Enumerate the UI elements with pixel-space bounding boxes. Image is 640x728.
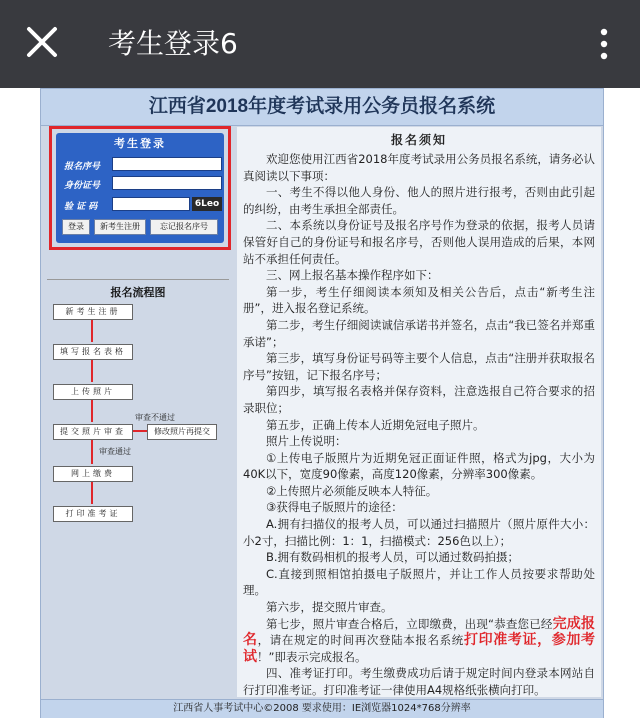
notice-item: 二、本系统以身份证号及报名序号作为登录的依据，报考人员请保管好自己的身份证号和报名序号，否则他人误用造成的后果，本网站不承担任何责任。 (243, 218, 595, 266)
reg-number-label: 报名序号 (64, 162, 101, 172)
notice-item: 三、网上报名基本操作程序如下： (266, 268, 439, 283)
flow-arrow (91, 320, 93, 342)
login-heading: 考生登录 (114, 137, 166, 150)
id-number-input[interactable] (112, 176, 222, 190)
login-highlight-frame (49, 126, 231, 250)
photo-method: C.直接到照相馆拍摄电子版照片，并让工作人员按要求帮助处理。 (243, 566, 595, 598)
web-page (40, 88, 604, 718)
step-seven-text: ！”即表示完成报名。 (257, 649, 367, 664)
photo-instruction: ②上传照片必须能反映本人特征。 (266, 483, 438, 498)
site-banner: 江西省2018年度考试录用公务员报名系统 (41, 89, 603, 126)
notice-item: 四、准考证打印。考生缴费成功后请于规定时间内登录本网站自行打印准考证。打印准考证一律使用A4规格纸张横向打印。 (243, 666, 595, 697)
notice-step-seven (243, 616, 595, 666)
review-fail-label: 审查不通过 (135, 413, 175, 422)
notice-item: 一、考生不得以他人身份、他人的照片进行报考，否则由此引起的纠纷，由考生承担全部责任。 (243, 185, 595, 216)
close-icon[interactable] (22, 22, 62, 62)
flow-arrow (91, 360, 93, 382)
flow-step-revise-photo: 修改照片再提交 (147, 424, 217, 440)
login-button[interactable]: 登录 (62, 219, 90, 235)
photo-instructions-title: 照片上传说明： (266, 434, 347, 449)
notice-step: 第二步，考生仔细阅读诚信承诺书并签名，点击“我已签名并郑重承诺”； (243, 317, 595, 349)
flow-arrow (133, 430, 147, 432)
notice-panel (237, 127, 601, 697)
step-seven-text: ，请在规定的时间再次登陆本报名系统 (257, 633, 464, 648)
register-button[interactable]: 新考生注册 (94, 219, 146, 235)
notice-step: 第五步，正确上传本人近期免冠电子照片。 (266, 417, 485, 432)
notice-intro: 欢迎您使用江西省2018年度考试录用公务员报名系统，请务必认真阅读以下事项： (243, 152, 595, 183)
captcha-input[interactable] (112, 197, 190, 211)
highlight-print-ticket: 打印准考证，参加考试 (243, 632, 596, 665)
reg-number-input[interactable] (112, 157, 222, 171)
captcha-image[interactable]: 6Leo (192, 197, 222, 211)
flow-title: 报名流程图 (110, 286, 166, 299)
notice-step: 第六步，提交照片审查。 (266, 600, 393, 615)
flow-arrow (91, 440, 93, 464)
forgot-reg-number-button[interactable]: 忘记报名序号 (150, 219, 218, 235)
flow-arrow (91, 400, 93, 422)
notice-body (243, 151, 595, 699)
top-bar (0, 0, 640, 88)
page-title: 考生登录6 (108, 27, 238, 60)
flow-step-submit-review: 提交照片审查 (53, 424, 133, 440)
captcha-label: 验 证 码 (64, 202, 98, 212)
photo-instruction: ③获得电子版照片的途径： (266, 500, 403, 515)
notice-step: 第一步，考生仔细阅读本须知及相关公告后，点击“新考生注册”，进入报名登记系统。 (243, 284, 595, 316)
more-vertical-icon[interactable] (592, 24, 616, 64)
notice-title: 报名须知 (390, 133, 447, 147)
highlight-complete-registration: 完成报名 (243, 615, 595, 649)
flow-step-register: 新考生注册 (53, 304, 133, 320)
flow-step-payment: 网上缴费 (53, 466, 133, 482)
flow-chart-panel (47, 279, 229, 704)
flow-step-fill-form: 填写报名表格 (53, 344, 133, 360)
site-footer: 江西省人事考试中心©2008 要求使用：IE浏览器1024*768分辨率 (41, 699, 603, 718)
flow-arrow (91, 482, 93, 504)
step-seven-text: 第七步，照片审查合格后，立即缴费，出现“恭查您已经 (266, 616, 553, 631)
flow-step-upload-photo: 上传照片 (53, 384, 133, 400)
photo-method: B.拥有数码相机的报考人员，可以通过数码拍摄； (266, 550, 520, 565)
photo-instruction: ①上传电子版照片为近期免冠正面证件照，格式为jpg，大小为40K以下，宽度90像素，高度120像素，分辨率300像素。 (243, 450, 595, 482)
notice-step: 第四步，填写报名表格并保存资料，注意选报自己符合要求的招录职位； (243, 384, 595, 415)
photo-method: A.拥有扫描仪的报考人员，可以通过扫描照片（照片原件大小：小2寸，扫描比例：1：1，扫描模式：256色以上）； (243, 517, 595, 548)
notice-step: 第三步，填写身份证号码等主要个人信息，点击“注册并获取报名序号”按钮，记下报名序号； (243, 351, 595, 382)
review-pass-label: 审查通过 (99, 447, 131, 456)
id-number-label: 身份证号 (64, 181, 101, 191)
flow-step-print-ticket: 打印准考证 (53, 506, 133, 522)
login-panel (56, 133, 224, 243)
